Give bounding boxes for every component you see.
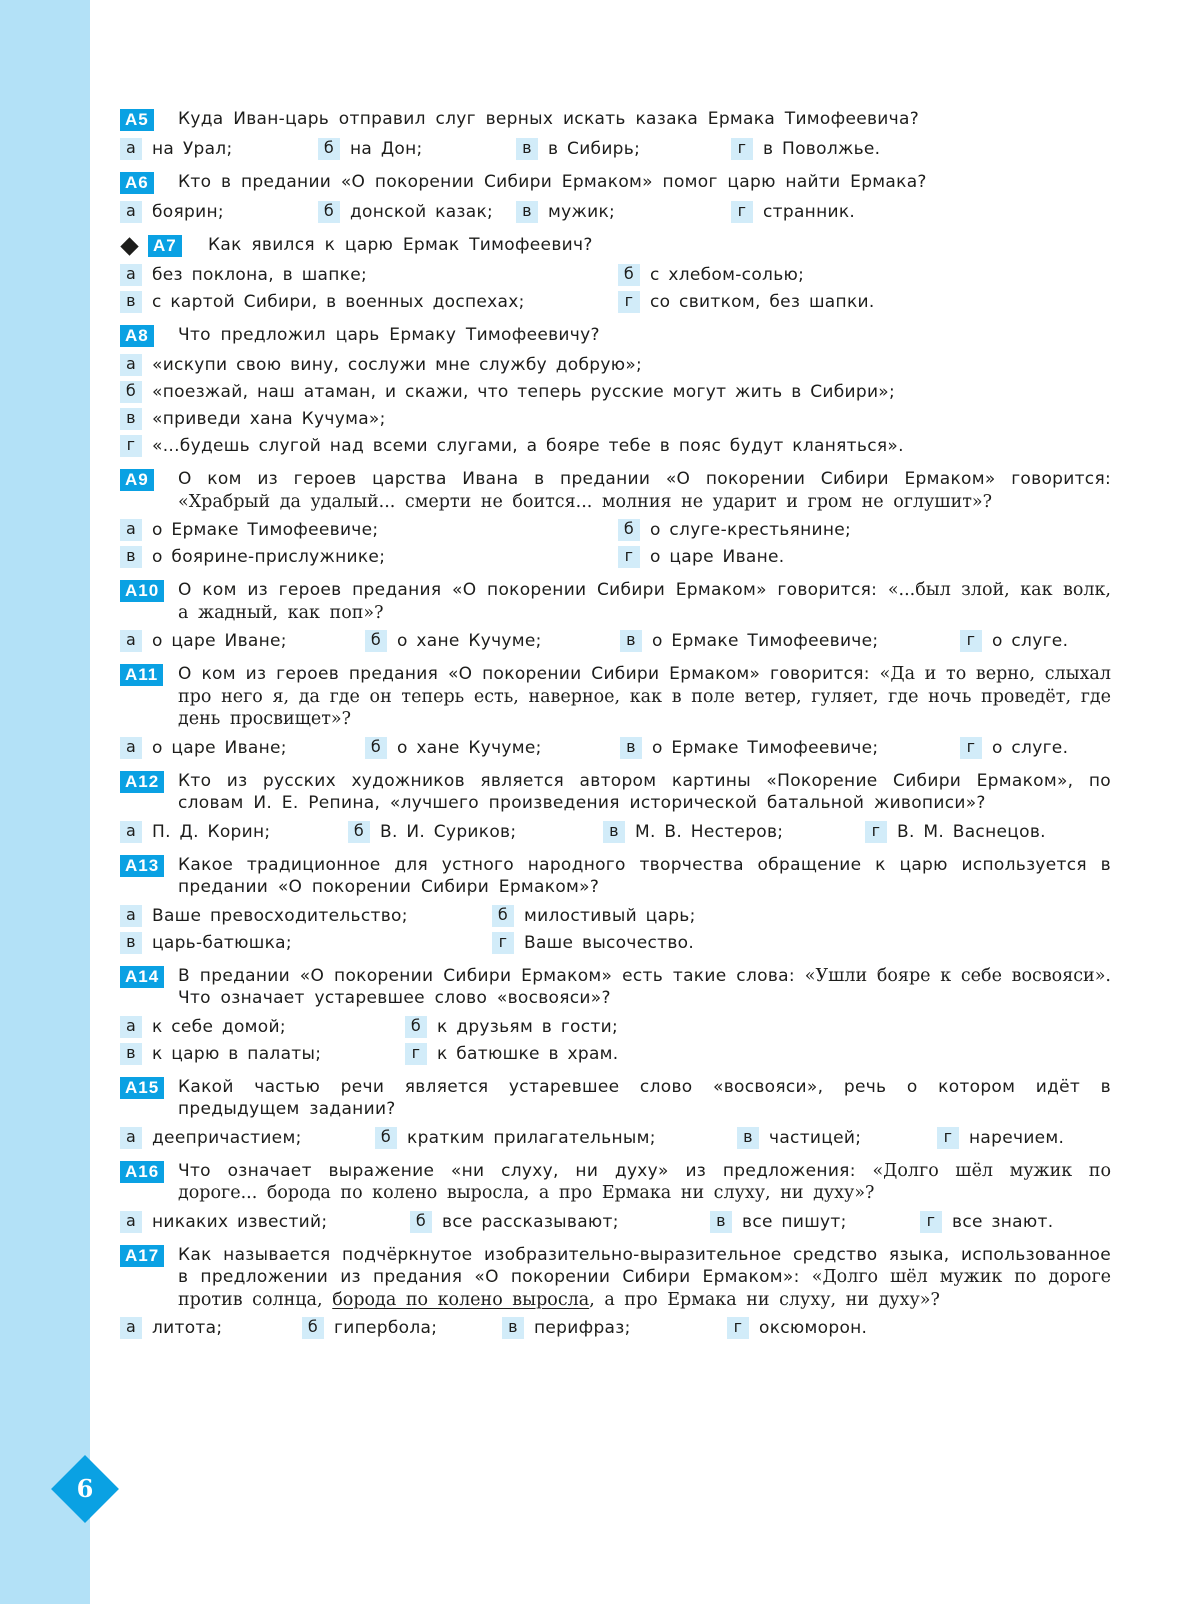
option-letter: а <box>120 1127 142 1149</box>
question-a11 <box>120 663 1111 759</box>
option-text: М. В. Нестеров; <box>635 821 784 842</box>
page-number: 6 <box>76 1474 94 1503</box>
option-letter: б <box>348 821 370 843</box>
option-text: на Дон; <box>350 139 423 159</box>
answer-options <box>120 1127 1111 1149</box>
answer-options <box>120 1317 1111 1339</box>
answer-option[interactable] <box>120 737 365 759</box>
question-head <box>120 324 1111 348</box>
option-text: о Ермаке Тимофеевиче; <box>152 520 379 540</box>
option-text: боярин; <box>152 202 224 222</box>
question-a6 <box>120 171 1111 223</box>
option-letter: б <box>405 1016 427 1038</box>
option-text: «...будешь слугой над всеми слугами, а бояре тебе в пояс будут кланяться». <box>152 436 904 456</box>
answer-options <box>120 264 1111 313</box>
question-head <box>120 854 1111 899</box>
answer-options <box>120 354 1111 457</box>
difficulty-diamond-icon <box>120 237 138 255</box>
option-letter: г <box>960 737 982 759</box>
option-letter: б <box>618 264 640 286</box>
option-letter: б <box>410 1211 432 1233</box>
answer-option[interactable] <box>960 630 1111 652</box>
answer-option[interactable] <box>120 630 365 652</box>
question-text: О ком из героев предания «О покорении Сибири Ермаком» говорится: «...был злой, как волк, а жадный, как поп»? <box>178 580 1111 623</box>
option-letter: а <box>120 1211 142 1233</box>
answer-option[interactable] <box>920 1211 1111 1233</box>
question-label: А11 <box>120 664 163 686</box>
answer-option[interactable] <box>405 1016 1111 1038</box>
answer-option[interactable] <box>492 905 1111 927</box>
answer-option[interactable] <box>375 1127 737 1149</box>
option-text: оксюморон. <box>759 1318 868 1338</box>
question-label: А5 <box>120 109 154 131</box>
option-text: литота; <box>152 1318 223 1338</box>
question-quote: «Храбрый да удалый... смерти не боится... молния не ударит и гром не оглушит»? <box>178 491 993 512</box>
question-text: О ком из героев царства Ивана в предании «О покорении Сибири Ермаком» говорится: «Храбрый да удалый... смерти не боится... молния не ударит и гром не оглушит»? <box>178 469 1111 512</box>
answer-option[interactable] <box>120 905 492 927</box>
answer-option[interactable] <box>120 1127 375 1149</box>
option-text: о Ермаке Тимофеевиче; <box>652 737 879 758</box>
answer-option[interactable] <box>318 201 516 223</box>
question-text: В предании «О покорении Сибири Ермаком» есть такие слова: «Ушли бояре к себе восвояси». Что означает устаревшее слово «восвояси»? <box>178 965 1111 1008</box>
question-text: Кто из русских художников является автором картины «Покорение Сибири Ермаком», по словам И. Е. Репина, «лучшего произведения исторической батальной живописи»? <box>178 770 1111 813</box>
option-text: частицей; <box>769 1127 862 1148</box>
answer-option[interactable] <box>120 1317 302 1339</box>
question-list <box>120 108 1111 1350</box>
option-text: о боярине-прислужнике; <box>152 547 386 567</box>
answer-option[interactable] <box>120 381 1111 403</box>
answer-option[interactable] <box>410 1211 710 1233</box>
option-text: царь-батюшка; <box>152 932 292 953</box>
answer-option[interactable] <box>120 546 618 568</box>
option-text: к царю в палаты; <box>152 1043 322 1064</box>
question-head <box>120 965 1111 1010</box>
option-letter: г <box>937 1127 959 1149</box>
question-head <box>120 468 1111 513</box>
option-text: в Поволжье. <box>763 139 881 159</box>
answer-option[interactable] <box>120 821 348 843</box>
question-text: Что означает выражение «ни слуху, ни духу» из предложения: «Долго шёл мужик по дороге... борода по колено выросла, а про Ермака ни слуху, ни духу»? <box>178 1160 1111 1203</box>
question-label: А10 <box>120 580 164 602</box>
answer-option[interactable] <box>731 138 1111 160</box>
answer-options <box>120 630 1111 652</box>
side-strip <box>0 0 90 1604</box>
option-text: «приведи хана Кучума»; <box>152 409 386 429</box>
option-text: о слуге. <box>992 737 1069 758</box>
question-text: Что предложил царь Ермаку Тимофеевичу? <box>178 325 600 345</box>
option-letter: в <box>710 1211 732 1233</box>
option-text: к друзьям в гости; <box>437 1016 618 1037</box>
question-a8 <box>120 324 1111 457</box>
option-letter: а <box>120 905 142 927</box>
answer-options <box>120 1211 1111 1233</box>
option-letter: г <box>120 435 142 457</box>
question-a16 <box>120 1160 1111 1233</box>
option-letter: а <box>120 264 142 286</box>
question-label: А7 <box>148 235 182 257</box>
option-letter: в <box>120 546 142 568</box>
option-letter: в <box>620 737 642 759</box>
option-letter: а <box>120 138 142 160</box>
question-text: О ком из героев предания «О покорении Сибири Ермаком» говорится: «Да и то верно, слыхал про него я, да где он теперь есть, наверное, как в поле ветер, гуляет, где ночь проведёт, где день просвищет»? <box>178 664 1111 729</box>
option-letter: а <box>120 737 142 759</box>
answer-option[interactable] <box>120 201 318 223</box>
answer-option[interactable] <box>120 291 618 313</box>
answer-option[interactable] <box>120 264 618 286</box>
option-text: о хане Кучуме; <box>397 631 542 651</box>
option-text: о Ермаке Тимофеевиче; <box>652 631 879 651</box>
question-head <box>120 579 1111 624</box>
option-letter: а <box>120 821 142 843</box>
option-text: перифраз; <box>534 1318 631 1338</box>
answer-option[interactable] <box>618 546 1111 568</box>
answer-option[interactable] <box>937 1127 1111 1149</box>
answer-option[interactable] <box>492 932 1111 954</box>
question-a5 <box>120 108 1111 160</box>
answer-option[interactable] <box>365 737 620 759</box>
answer-option[interactable] <box>348 821 603 843</box>
option-letter: г <box>731 201 753 223</box>
question-a17 <box>120 1244 1111 1340</box>
option-text: кратким прилагательным; <box>407 1127 656 1148</box>
answer-options <box>120 1016 1111 1065</box>
answer-option[interactable] <box>120 138 318 160</box>
option-text: без поклона, в шапке; <box>152 265 368 285</box>
answer-option[interactable] <box>120 1043 405 1065</box>
option-letter: а <box>120 201 142 223</box>
question-a14 <box>120 965 1111 1065</box>
option-letter: г <box>492 932 514 954</box>
option-text: все пишут; <box>742 1211 847 1232</box>
answer-option[interactable] <box>960 737 1111 759</box>
option-letter: г <box>865 821 887 843</box>
option-text: о слуге-крестьянине; <box>650 520 852 540</box>
question-head <box>120 108 1111 132</box>
option-text: о слуге. <box>992 631 1069 651</box>
answer-option[interactable] <box>120 519 618 541</box>
question-a15 <box>120 1076 1111 1149</box>
question-label: А8 <box>120 325 154 347</box>
option-letter: в <box>120 291 142 313</box>
answer-option[interactable] <box>120 1016 405 1038</box>
option-text: о царе Иване; <box>152 631 287 651</box>
underlined-phrase: борода по колено выросла <box>332 1289 590 1310</box>
option-letter: в <box>620 630 642 652</box>
option-text: мужик; <box>548 202 616 222</box>
option-text: гипербола; <box>334 1318 438 1338</box>
answer-option[interactable] <box>731 201 1111 223</box>
answer-option[interactable] <box>620 630 960 652</box>
option-letter: в <box>120 932 142 954</box>
option-letter: б <box>492 905 514 927</box>
question-head <box>120 234 1111 258</box>
option-text: к батюшке в храм. <box>437 1043 619 1064</box>
answer-option[interactable] <box>120 1211 410 1233</box>
option-text: в Сибирь; <box>548 139 641 159</box>
option-text: никаких известий; <box>152 1211 328 1232</box>
question-text: Кто в предании «О покорении Сибири Ермаком» помог царю найти Ермака? <box>178 172 927 192</box>
answer-option[interactable] <box>120 932 492 954</box>
question-label: А12 <box>120 771 164 793</box>
option-letter: в <box>120 408 142 430</box>
question-text: Куда Иван-царь отправил слуг верных искать казака Ермака Тимофеевича? <box>178 109 920 129</box>
answer-option[interactable] <box>516 201 731 223</box>
question-a13 <box>120 854 1111 954</box>
option-text: донской казак; <box>350 202 494 222</box>
question-text: Какой частью речи является устаревшее слово «восвояси», речь о котором идёт в предыдущем задании? <box>178 1076 1111 1119</box>
option-text: В. М. Васнецов. <box>897 821 1046 842</box>
option-text: о царе Иване. <box>650 547 785 567</box>
option-letter: в <box>120 1043 142 1065</box>
option-letter: г <box>618 291 640 313</box>
option-letter: б <box>318 138 340 160</box>
question-label: А14 <box>120 966 164 988</box>
option-text: о хане Кучуме; <box>397 737 542 758</box>
option-text: на Урал; <box>152 139 233 159</box>
answer-options <box>120 201 1111 223</box>
option-letter: в <box>502 1317 524 1339</box>
option-text: В. И. Суриков; <box>380 821 517 842</box>
answer-option[interactable] <box>618 519 1111 541</box>
option-letter: б <box>302 1317 324 1339</box>
question-head <box>120 1076 1111 1121</box>
question-head <box>120 1160 1111 1205</box>
option-letter: в <box>516 201 538 223</box>
option-text: с картой Сибири, в военных доспехах; <box>152 292 525 312</box>
question-head <box>120 663 1111 731</box>
answer-option[interactable] <box>618 291 1111 313</box>
option-text: П. Д. Корин; <box>152 821 271 842</box>
question-head <box>120 171 1111 195</box>
answer-option[interactable] <box>603 821 865 843</box>
option-text: деепричастием; <box>152 1127 302 1148</box>
question-text: Как явился к царю Ермак Тимофеевич? <box>208 235 593 255</box>
option-text: Ваше высочество. <box>524 932 695 953</box>
question-quote-end: , а про Ермака ни слуху, ни духу»? <box>589 1289 940 1310</box>
answer-options <box>120 737 1111 759</box>
option-letter: а <box>120 1317 142 1339</box>
question-a12 <box>120 770 1111 843</box>
option-letter: г <box>405 1043 427 1065</box>
option-text: с хлебом-солью; <box>650 265 805 285</box>
question-text: Какое традиционное для устного народного творчества обращение к царю используется в предании «О покорении Сибири Ермаком»? <box>178 854 1111 897</box>
answer-option[interactable] <box>618 264 1111 286</box>
option-text: о царе Иване; <box>152 737 287 758</box>
option-text: милостивый царь; <box>524 905 696 926</box>
question-text: Как называется подчёркнутое изобразительно-выразительное средство языка, использованное в предложении из предания «О покорении Сибири Ермаком»: «Долго шёл мужик по дороге против солнца, борода по колено выросла, а про Ермака ни слуху, ни духу»? <box>178 1244 1111 1310</box>
option-letter: г <box>731 138 753 160</box>
option-text: все знают. <box>952 1211 1054 1232</box>
answer-option[interactable] <box>620 737 960 759</box>
option-letter: а <box>120 1016 142 1038</box>
option-text: «искупи свою вину, сослужи мне службу добрую»; <box>152 355 643 375</box>
option-text: Ваше превосходительство; <box>152 905 408 926</box>
option-letter: а <box>120 354 142 376</box>
answer-option[interactable] <box>120 435 1111 457</box>
answer-option[interactable] <box>318 138 516 160</box>
answer-option[interactable] <box>710 1211 920 1233</box>
option-letter: б <box>365 737 387 759</box>
option-text: к себе домой; <box>152 1016 286 1037</box>
question-a7 <box>120 234 1111 313</box>
question-label: А15 <box>120 1077 164 1099</box>
option-letter: а <box>120 630 142 652</box>
question-label: А17 <box>120 1245 164 1267</box>
answer-option[interactable] <box>302 1317 502 1339</box>
question-head <box>120 1244 1111 1312</box>
option-letter: г <box>727 1317 749 1339</box>
question-a10 <box>120 579 1111 652</box>
option-letter: в <box>603 821 625 843</box>
question-a9 <box>120 468 1111 568</box>
answer-options <box>120 519 1111 568</box>
option-letter: в <box>737 1127 759 1149</box>
answer-options <box>120 821 1111 843</box>
option-letter: г <box>920 1211 942 1233</box>
answer-option[interactable] <box>865 821 1111 843</box>
option-letter: б <box>120 381 142 403</box>
answer-option[interactable] <box>405 1043 1111 1065</box>
option-letter: б <box>618 519 640 541</box>
option-letter: б <box>375 1127 397 1149</box>
question-quote: «Долго шёл мужик по дороге... борода по колено выросла, а про Ермака ни слуху, ни духу»? <box>178 1160 1111 1203</box>
answer-option[interactable] <box>365 630 620 652</box>
answer-option[interactable] <box>502 1317 727 1339</box>
question-quote: «...был злой, как волк, а жадный, как поп»? <box>178 580 1111 623</box>
question-label: А6 <box>120 172 154 194</box>
option-text: странник. <box>763 202 856 222</box>
question-quote: «Ушли бояре к себе восвояси». <box>804 965 1111 986</box>
answer-options <box>120 905 1111 954</box>
question-label: А16 <box>120 1161 164 1183</box>
option-text: со свитком, без шапки. <box>650 292 875 312</box>
question-head <box>120 770 1111 815</box>
question-quote: «Да и то верно, слыхал про него я, да где он теперь есть, наверное, как в поле ветер, гуляет, где ночь проведёт, где день просвищет»? <box>178 664 1111 729</box>
answer-option[interactable] <box>516 138 731 160</box>
answer-option[interactable] <box>727 1317 1111 1339</box>
question-label: А13 <box>120 855 164 877</box>
option-letter: а <box>120 519 142 541</box>
answer-option[interactable] <box>120 354 1111 376</box>
option-text: «поезжай, наш атаман, и скажи, что теперь русские могут жить в Сибири»; <box>152 382 896 402</box>
option-letter: в <box>516 138 538 160</box>
answer-options <box>120 138 1111 160</box>
option-letter: г <box>960 630 982 652</box>
option-text: наречием. <box>969 1127 1065 1148</box>
question-label: А9 <box>120 469 154 491</box>
question-quote-start: «Долго шёл мужик по дороге против солнца, <box>178 1267 1111 1310</box>
option-text: все рассказывают; <box>442 1211 619 1232</box>
option-letter: б <box>365 630 387 652</box>
option-letter: б <box>318 201 340 223</box>
answer-option[interactable] <box>737 1127 937 1149</box>
answer-option[interactable] <box>120 408 1111 430</box>
option-letter: г <box>618 546 640 568</box>
